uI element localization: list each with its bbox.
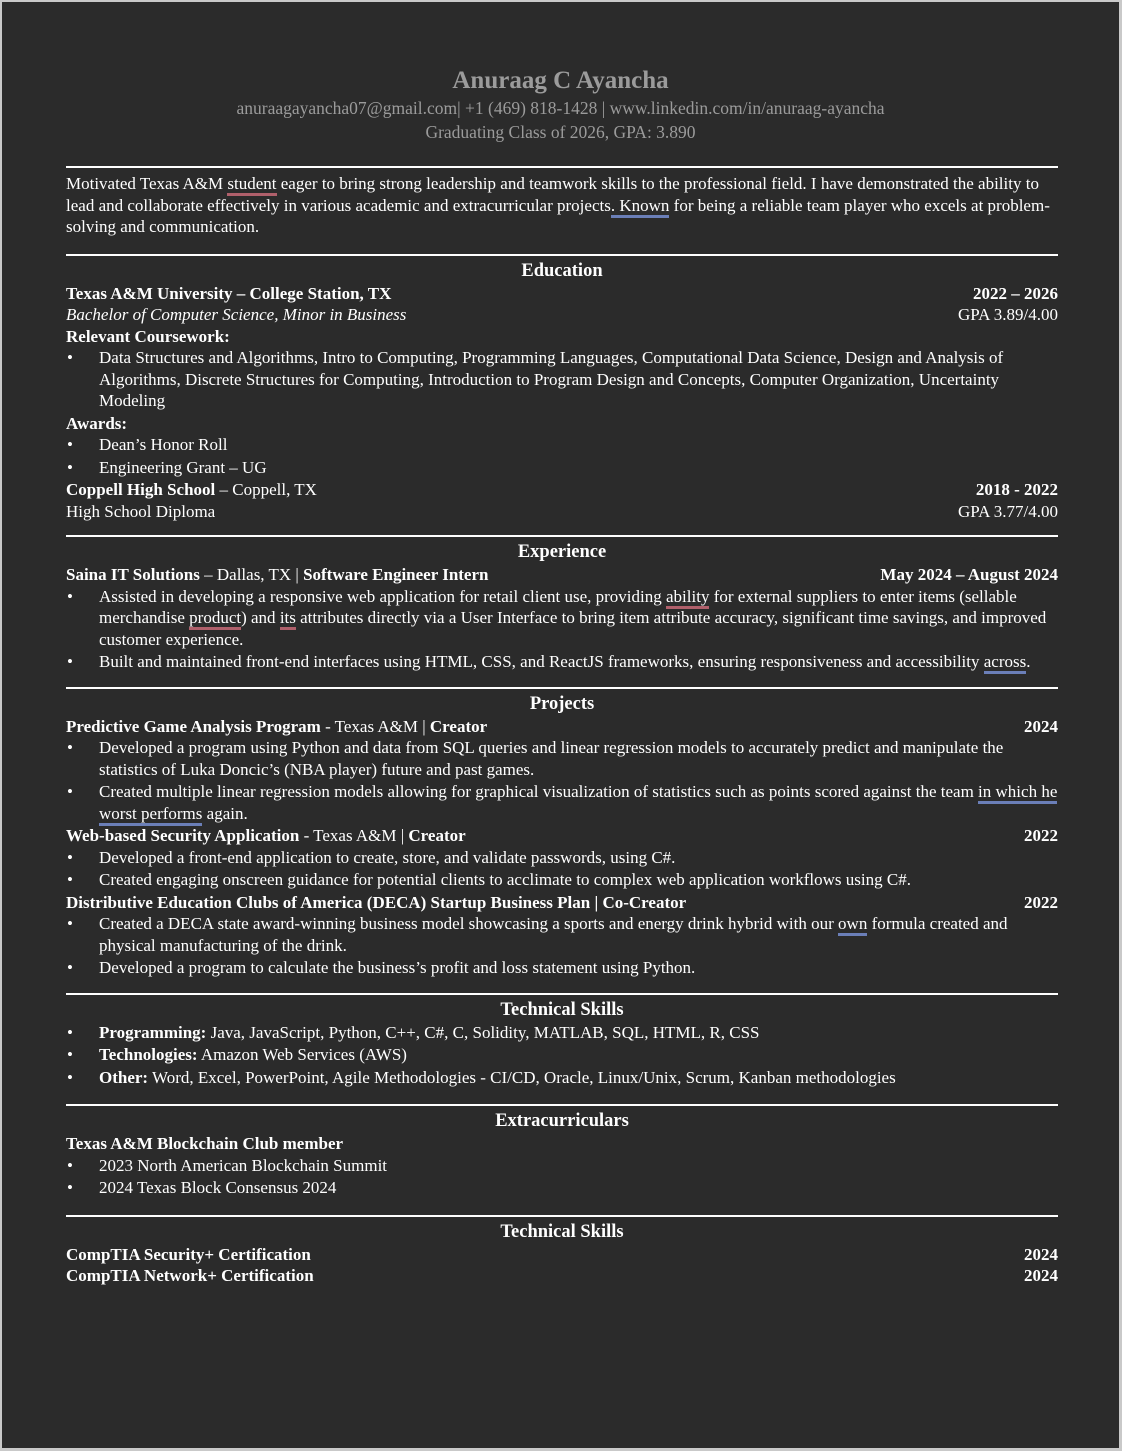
divider	[66, 254, 1058, 256]
experience-bullets	[66, 586, 1058, 673]
company-name: Saina IT Solutions	[66, 565, 200, 584]
education-title: Education	[521, 260, 603, 281]
graduation-line: Graduating Class of 2026, GPA: 3.890	[425, 122, 696, 142]
project-bullets	[66, 913, 1058, 979]
tamu-degree: Bachelor of Computer Science, Minor in Business	[66, 305, 407, 324]
awards-label: Awards:	[66, 413, 128, 433]
company-location: – Dallas, TX |	[199, 565, 304, 584]
list-item: • Technologies: Amazon Web Services (AWS)	[66, 1044, 1058, 1066]
hs-dates: 2018 - 2022	[975, 480, 1058, 499]
project-name: Predictive Game Analysis Program	[66, 716, 321, 736]
spelling-flag[interactable]: student	[227, 174, 276, 196]
experience-row	[66, 564, 1058, 586]
project-year: 2022	[1024, 892, 1058, 912]
list-item: • 2024 Texas Block Consensus 2024	[66, 1177, 1058, 1199]
project-name: Web-based Security Application	[66, 826, 300, 845]
spelling-flag[interactable]: its	[280, 608, 296, 630]
cert-row	[66, 1244, 1058, 1266]
skills-title: Technical Skills	[500, 999, 624, 1020]
project-row	[66, 892, 1058, 914]
hs-degree: High School Diploma	[66, 501, 216, 521]
spelling-flag[interactable]: ability	[666, 587, 709, 609]
coursework-list	[66, 347, 1058, 412]
cert-year: 2024	[1024, 1266, 1058, 1285]
project-year: 2022	[1024, 826, 1058, 845]
contact-line: anuraagayancha07@gmail.com| +1 (469) 818-1428 | www.linkedin.com/in/anuraag-ayancha	[236, 98, 885, 118]
project-bullets	[66, 737, 1058, 824]
hs-location: – Coppell, TX	[215, 480, 317, 499]
project-year: 2024	[1024, 716, 1058, 736]
project-bullets	[66, 847, 1058, 891]
divider	[66, 1104, 1058, 1106]
grammar-flag[interactable]: in which he worst performs	[99, 782, 1057, 826]
divider	[66, 166, 1058, 168]
grammar-flag[interactable]: across	[984, 652, 1026, 674]
club-name: Texas A&M Blockchain Club member	[66, 1134, 344, 1153]
list-item: • Other: Word, Excel, PowerPoint, Agile Methodologies - CI/CD, Oracle, Linux/Unix, Scrum, Kanban methodologies	[66, 1067, 1058, 1089]
list-item: • Assisted in developing a responsive web application for retail client use, providing ability for external suppliers to enter items (sellable merchandise product) and its attributes directly via a User Interface to bring item attribute accuracy, significant time savings, and improved customer experience.	[66, 586, 1058, 651]
cert-name: CompTIA Security+ Certification	[66, 1244, 311, 1264]
job-role: Software Engineer Intern	[303, 565, 489, 584]
experience-title: Experience	[517, 542, 607, 562]
extracurriculars-title: Extracurriculars	[495, 1111, 629, 1131]
list-item: • Engineering Grant – UG	[66, 457, 1058, 479]
list-item: • Created a DECA state award-winning business model showcasing a sports and energy drink hybrid with our own formula created and physical manufacturing of the drink.	[66, 913, 1058, 956]
extracurricular-list	[66, 1155, 1058, 1199]
resume-body	[66, 166, 1058, 1287]
grammar-flag[interactable]: own	[838, 914, 867, 936]
hs-row	[66, 479, 1058, 501]
skills-list	[66, 1022, 1058, 1089]
certs-title: Technical Skills	[500, 1221, 624, 1242]
divider	[66, 535, 1058, 537]
list-item: • Created engaging onscreen guidance for potential clients to acclimate to complex web application workflows using C#.	[66, 869, 1058, 891]
grammar-flag[interactable]: . Known	[611, 196, 670, 218]
resume-header	[2, 66, 1119, 144]
coursework-label: Relevant Coursework:	[66, 326, 230, 346]
project-row: Predictive Game Analysis Program - Texas A&M | Creator 2024	[66, 716, 1058, 736]
hs-gpa: GPA 3.77/4.00	[958, 501, 1058, 521]
divider	[66, 687, 1058, 689]
cert-row	[66, 1265, 1058, 1287]
cert-name: CompTIA Network+ Certification	[66, 1266, 314, 1285]
tamu-name: Texas A&M University – College Station, TX	[66, 283, 392, 303]
divider	[66, 993, 1058, 995]
cert-year: 2024	[1024, 1244, 1058, 1264]
summary-paragraph: Motivated Texas A&M student eager to bring strong leadership and teamwork skills to the professional field. I have demonstrated the ability to lead and collaborate effectively in various academic and extracurricular projects. Known for being a reliable team player who excels at problem-solving and communication.	[66, 174, 1050, 236]
tamu-row	[66, 283, 1058, 305]
list-item: • Developed a front-end application to create, store, and validate passwords, using C#.	[66, 847, 1058, 869]
awards-list	[66, 434, 1058, 478]
projects-title: Projects	[529, 693, 595, 714]
divider	[66, 1215, 1058, 1217]
hs-name: Coppell High School	[66, 480, 216, 499]
hs-degree-row	[66, 501, 1058, 523]
project-row: Web-based Security Application - Texas A&M | Creator 2022	[66, 826, 1058, 845]
tamu-degree-row	[66, 304, 1058, 326]
resume-page	[2, 2, 1119, 1448]
spelling-flag[interactable]: product	[189, 608, 241, 630]
list-item: • Developed a program using Python and data from SQL queries and linear regression models to accurately predict and manipulate the statistics of Luka Doncic’s (NBA player) future and past games.	[66, 737, 1058, 780]
job-dates: May 2024 – August 2024	[880, 565, 1058, 584]
list-item: • Built and maintained front-end interfaces using HTML, CSS, and ReactJS frameworks, ensuring responsiveness and accessibility across.	[66, 651, 1058, 673]
list-item: • 2023 North American Blockchain Summit	[66, 1155, 1058, 1177]
list-item: • Developed a program to calculate the business’s profit and loss statement using Python.	[66, 957, 1058, 979]
list-item: • Data Structures and Algorithms, Intro to Computing, Programming Languages, Computational Data Science, Design and Analysis of Algorithms, Discrete Structures for Computing, Introduction to Program Design and Concepts, Computer Organization, Uncertainty Modeling	[66, 347, 1058, 412]
tamu-gpa: GPA 3.89/4.00	[958, 305, 1058, 324]
project-role: Creator	[429, 716, 488, 736]
list-item: • Dean’s Honor Roll	[66, 434, 1058, 456]
list-item: • Programming: Java, JavaScript, Python, C++, C#, C, Solidity, MATLAB, SQL, HTML, R, CSS	[66, 1022, 1058, 1044]
list-item: • Created multiple linear regression models allowing for graphical visualization of statistics such as points scored against the team in which he worst performs again.	[66, 781, 1058, 824]
project-name: Distributive Education Clubs of America (DECA) Startup Business Plan | Co-Creator	[66, 892, 687, 912]
candidate-name: Anuraag C Ayancha	[452, 67, 669, 94]
project-role: Creator	[408, 826, 466, 845]
tamu-dates: 2022 – 2026	[973, 283, 1058, 303]
